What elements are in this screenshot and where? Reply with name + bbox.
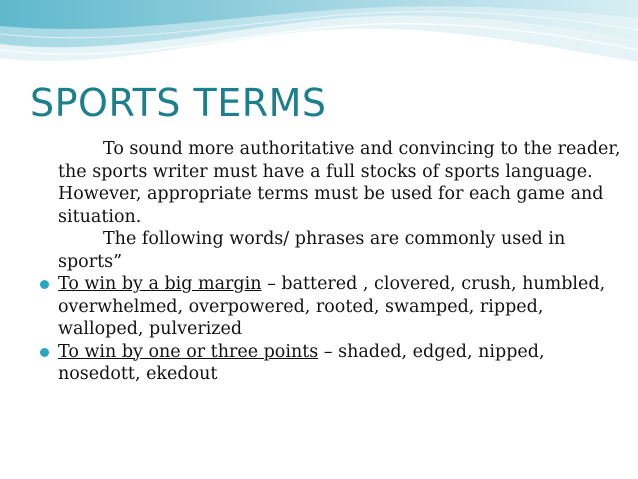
bullet-item-few-points <box>40 341 625 386</box>
bullet-text: – battered , clovered, crush, humbled, overwhelmed, overpowered, rooted, swamped, ripped, walloped, pulverized <box>58 274 606 339</box>
following-paragraph: The following words/ phrases are commonly used in sports” <box>58 229 566 272</box>
bullet-term: To win by a big margin <box>58 274 262 294</box>
bullet-dot-icon <box>40 348 49 357</box>
slide-body <box>40 138 625 386</box>
bullet-item-big-margin <box>40 273 625 341</box>
bullet-dot-icon <box>40 280 49 289</box>
wave-header-decoration <box>0 0 638 80</box>
bullet-term: To win by one or three points <box>58 341 319 362</box>
slide-title: SPORTS TERMS <box>30 81 327 125</box>
bullet-text: – shaded, edged, nipped, nosedott, ekedout <box>58 341 545 384</box>
intro-paragraph: To sound more authoritative and convincing to the reader, the sports writer must have a full stocks of sports language. However, appropriate terms must be used for each game and situation. <box>58 139 621 227</box>
